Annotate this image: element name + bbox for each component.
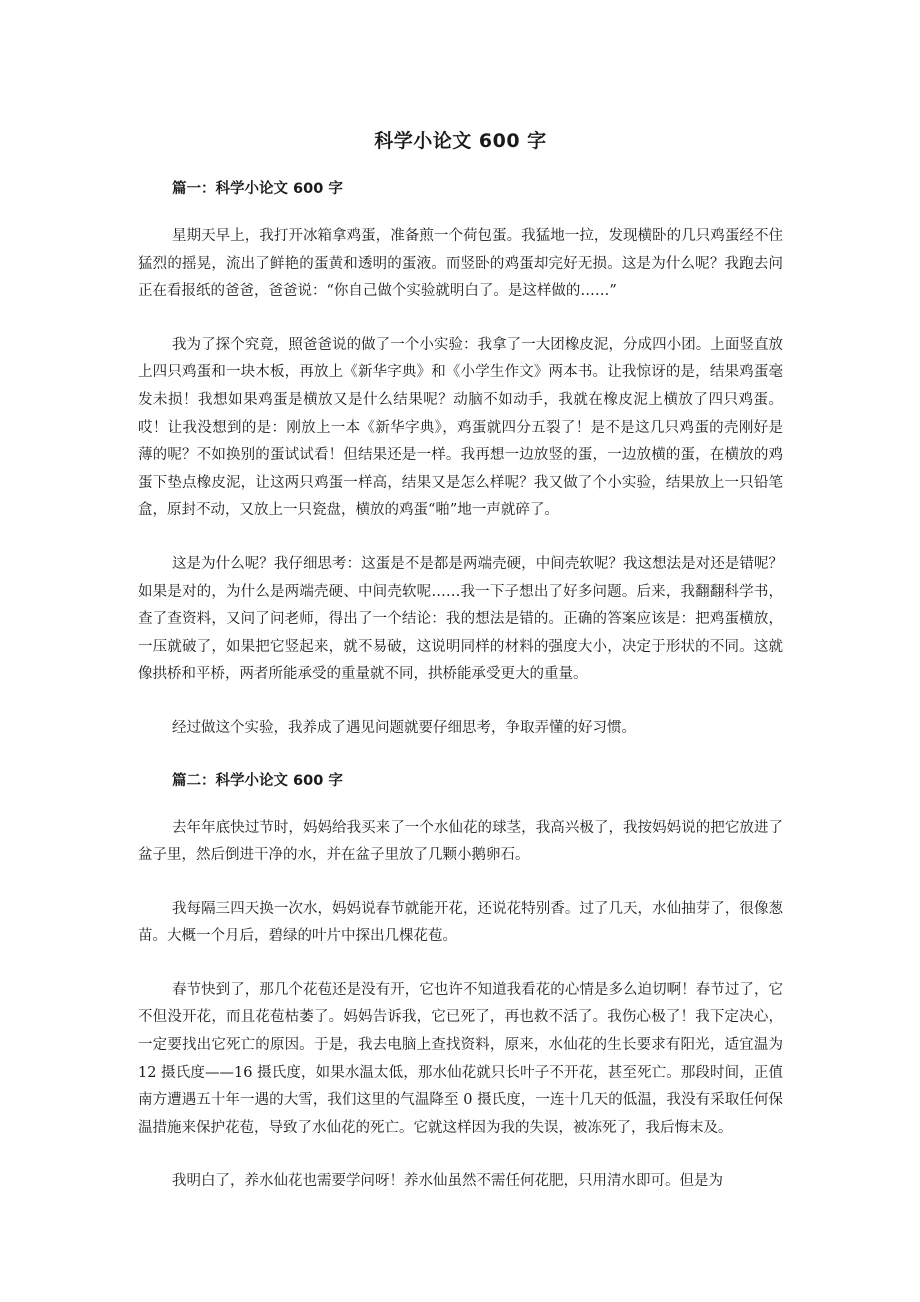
paragraph-2-4: 我明白了，养水仙花也需要学问呀！养水仙虽然不需任何花肥，只用清水即可。但是为 — [172, 1173, 723, 1190]
paragraph-2-3: 春节快到了，那几个花苞还是没有开，它也许不知道我看花的心情是多么迫切啊！春节过了，它不但没开花，而且花苞枯萎了。妈妈告诉我，它已死了，再也救不活了。我伤心极了！我下定决心，一定要找出它死亡的原因。于是，我去电脑上查找资料，原来，水仙花的生长要求有阳光，适宜温为 12 摄氏度——16 摄氏度，如果水温太低，那水仙花就只长叶子不开花，甚至死亡。那段时间，正值南方遭遇五十年一遇的大雪，我们这里的气温降至 0 摄氏度，一连十几天的低温，我没有采取任何保温措施来保护花苞，导致了水仙花的死亡。它就这样因为我的失误，被冻死了，我后悔末及。 — [138, 981, 783, 1136]
document-title: 科学小论文 600 字 — [374, 130, 547, 152]
paragraph-1-1: 星期天早上，我打开冰箱拿鸡蛋，准备煎一个荷包蛋。我猛地一拉，发现横卧的几只鸡蛋经不住猛烈的摇晃，流出了鲜艳的蛋黄和透明的蛋液。而竖卧的鸡蛋却完好无损。这是为什么呢？我跑去问正在看报纸的爸爸，爸爸说：“你自己做个实验就明白了。是这样做的……” — [138, 228, 783, 300]
paragraph-1-2: 我为了探个究竟，照爸爸说的做了一个小实验：我拿了一大团橡皮泥，分成四小团。上面竖直放上四只鸡蛋和一块木板，再放上《新华字典》和《小学生作文》两本书。让我惊讶的是，结果鸡蛋毫发未损！我想如果鸡蛋是横放又是什么结果呢？动脑不如动手，我就在橡皮泥上横放了四只鸡蛋。哎！让我没想到的是：刚放上一本《新华字典》，鸡蛋就四分五裂了！是不是这几只鸡蛋的壳刚好是薄的呢？不如换别的蛋试试看！但结果还是一样。我再想一边放竖的蛋，一边放横的蛋，在横放的鸡蛋下垫点橡皮泥，让这两只鸡蛋一样高，结果又是怎么样呢？我又做了个小实验，结果放上一只铅笔盒，原封不动，又放上一只瓷盘，横放的鸡蛋“啪”地一声就碎了。 — [138, 336, 783, 519]
section-heading-1: 篇一：科学小论文 600 字 — [172, 181, 343, 197]
paragraph-2-1: 去年年底快过节时，妈妈给我买来了一个水仙花的球茎，我高兴极了，我按妈妈说的把它放进了盆子里，然后倒进干净的水，并在盆子里放了几颗小鹅卵石。 — [138, 819, 783, 864]
paragraph-1-4: 经过做这个实验，我养成了遇见问题就要仔细思考，争取弄懂的好习惯。 — [172, 719, 636, 736]
document-body — [138, 126, 783, 1222]
paragraph-1-3: 这是为什么呢？我仔细思考：这蛋是不是都是两端壳硬，中间壳软呢？我这想法是对还是错呢？如果是对的，为什么是两端壳硬、中间壳软呢……我一下子想出了好多问题。后来，我翻翻科学书，查了查资料，又问了问老师，得出了一个结论：我的想法是错的。正确的答案应该是：把鸡蛋横放，一压就破了，如果把它竖起来，就不易破，这说明同样的材料的强度大小，决定于形状的不同。这就像拱桥和平桥，两者所能承受的重量就不同，拱桥能承受更大的重量。 — [138, 555, 783, 683]
section-heading-2: 篇二：科学小论文 600 字 — [172, 772, 343, 789]
paragraph-2-2: 我每隔三四天换一次水，妈妈说春节就能开花，还说花特别香。过了几天，水仙抽芽了，很像葱苗。大概一个月后，碧绿的叶片中探出几棵花苞。 — [138, 900, 783, 945]
